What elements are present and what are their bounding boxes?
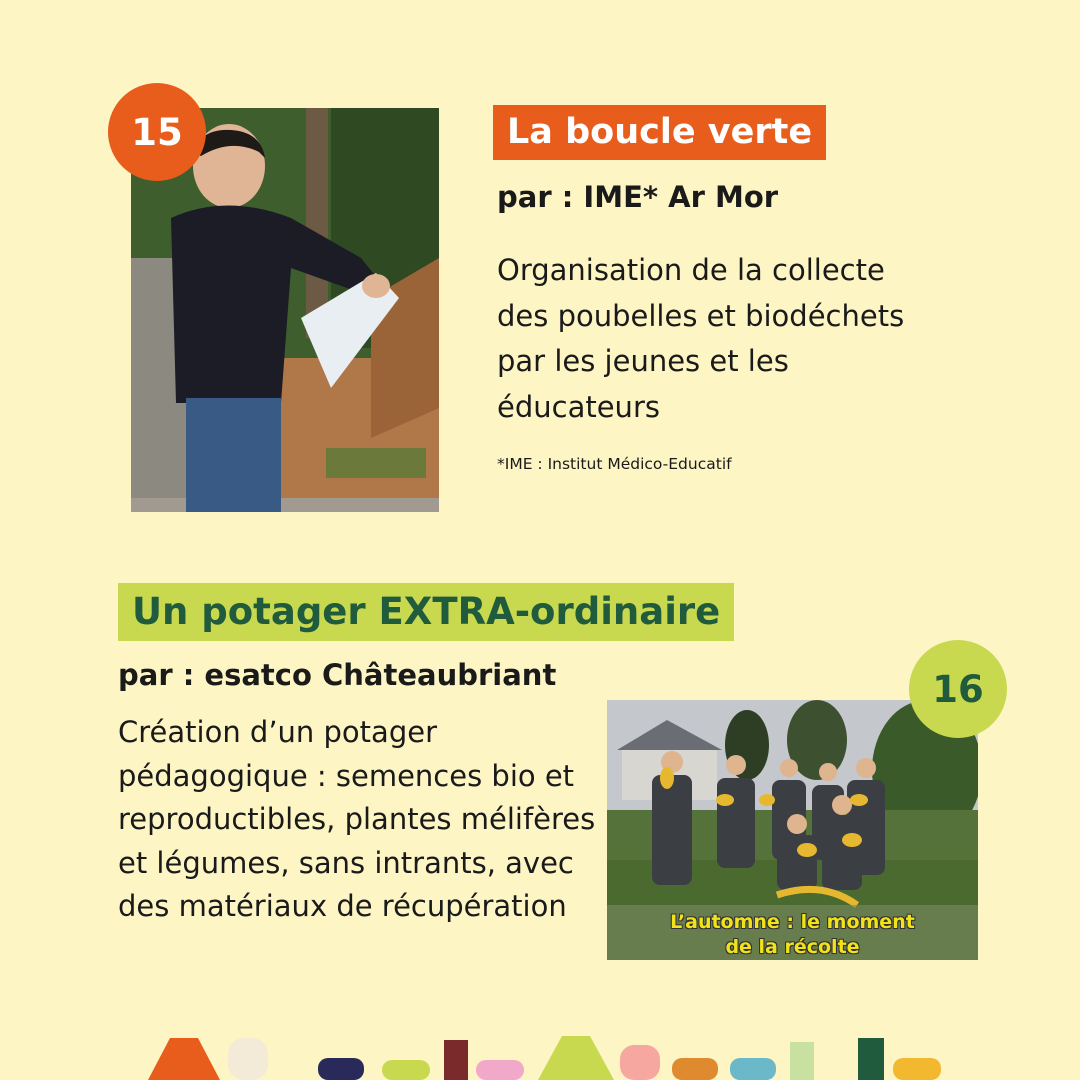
footnote: *IME : Institut Médico-Educatif bbox=[497, 455, 732, 473]
photo-caption-line: de la récolte bbox=[725, 936, 860, 958]
project-number-badge bbox=[909, 640, 1007, 738]
project-number-badge bbox=[108, 83, 206, 181]
project-title: Un potager EXTRA-ordinaire bbox=[118, 583, 734, 641]
project-author: par : esatco Châteaubriant bbox=[118, 658, 557, 692]
photo-caption bbox=[607, 910, 978, 960]
photo-caption-line: L’automne : le moment bbox=[670, 911, 915, 933]
photo-garden-harvest bbox=[607, 700, 978, 960]
project-number: 16 bbox=[932, 667, 984, 711]
project-description: Création d’un potager pédagogique : semences bio et reproductibles, plantes mélifères et légumes, sans intrants, avec des matériaux de récupération bbox=[118, 715, 596, 923]
project-number: 15 bbox=[131, 110, 183, 154]
decorative-letters-banner bbox=[0, 1030, 1080, 1080]
project-title: La boucle verte bbox=[493, 105, 826, 160]
project-author: par : IME* Ar Mor bbox=[497, 180, 779, 214]
project-description: Organisation de la collecte des poubelles et biodéchets par les jeunes et les éducateurs bbox=[497, 253, 905, 424]
decorative-letters bbox=[0, 1030, 1080, 1080]
